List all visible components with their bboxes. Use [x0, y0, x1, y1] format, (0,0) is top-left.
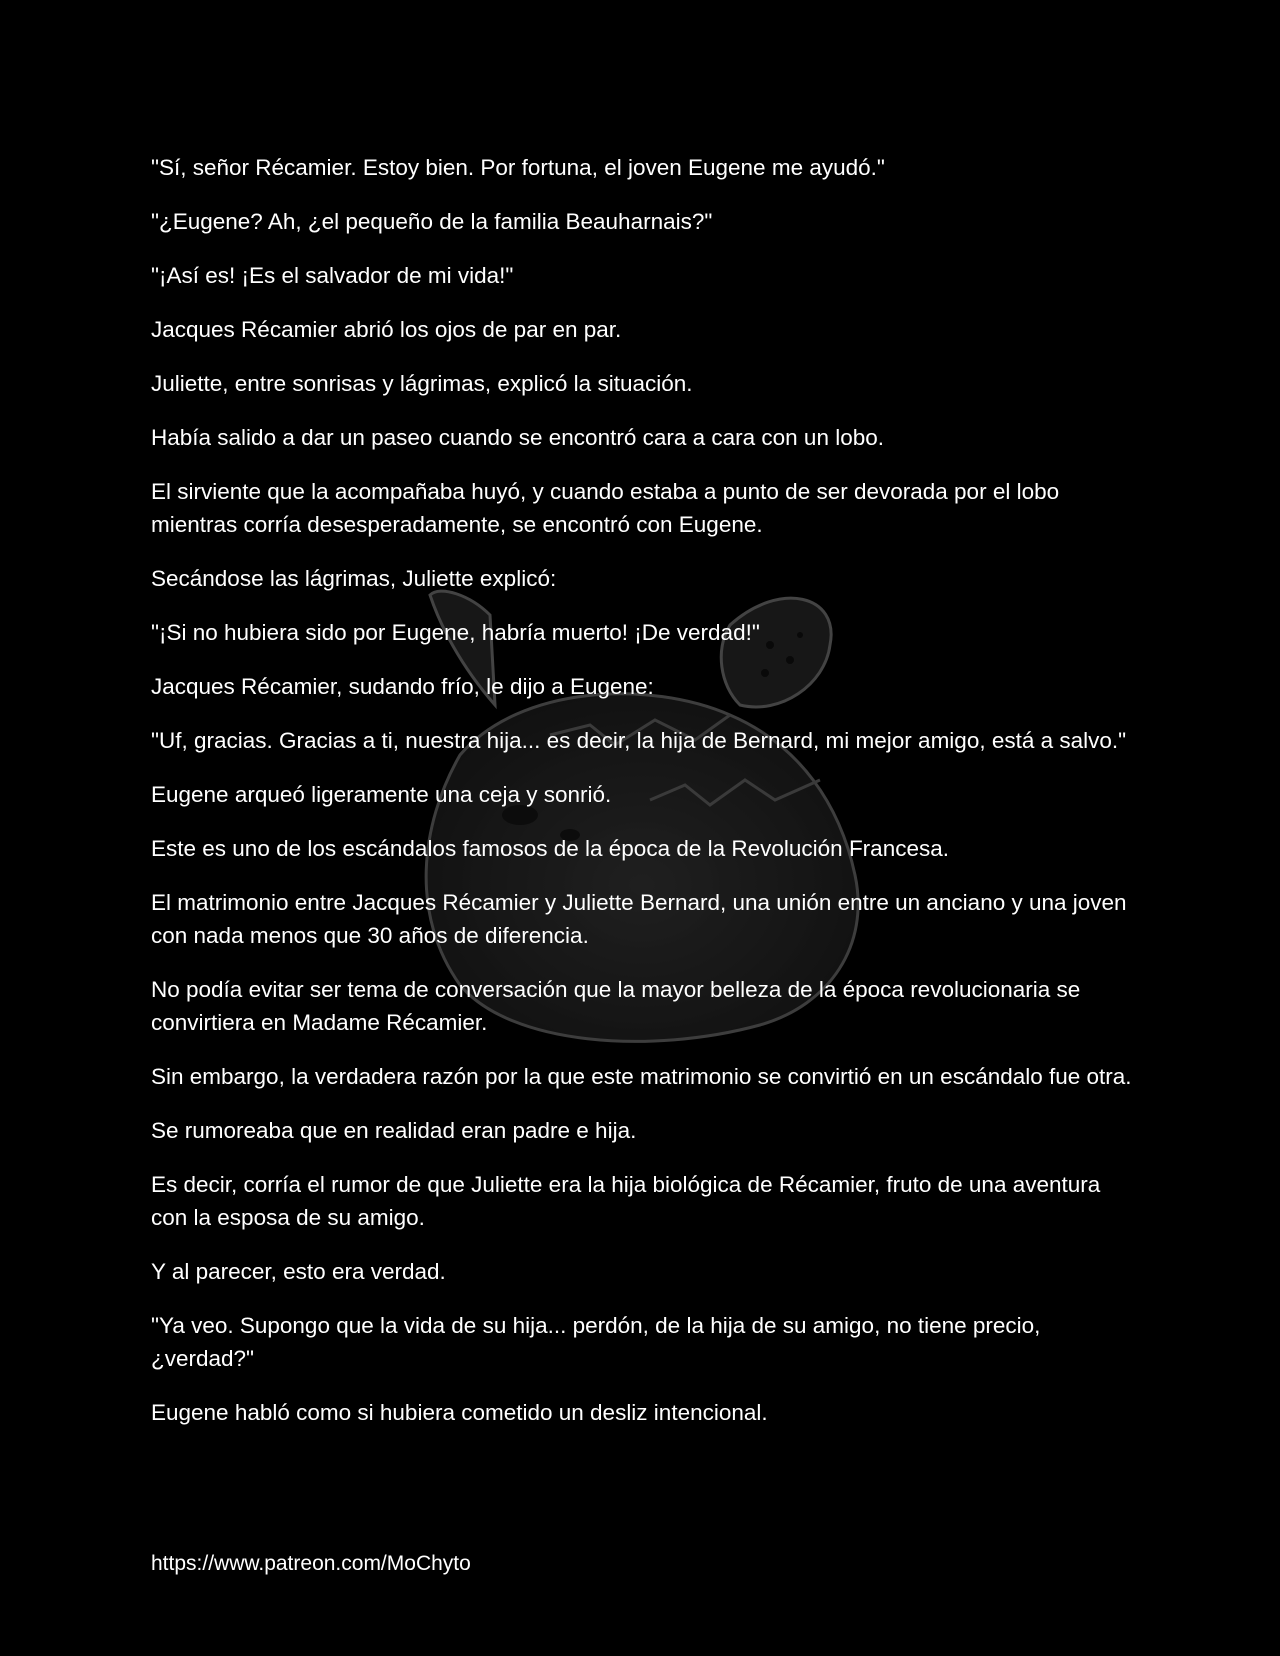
paragraph: Es decir, corría el rumor de que Juliette era la hija biológica de Récamier, fruto de una aventura con la esposa de su amigo.: [151, 1172, 1101, 1230]
paragraph: Sin embargo, la verdadera razón por la que este matrimonio se convirtió en un escándalo fue otra.: [151, 1064, 1132, 1089]
paragraph: "¡Así es! ¡Es el salvador de mi vida!": [151, 263, 514, 288]
paragraph: Jacques Récamier, sudando frío, le dijo a Eugene:: [151, 674, 654, 699]
paragraph: "Ya veo. Supongo que la vida de su hija... perdón, de la hija de su amigo, no tiene precio, ¿verdad?": [151, 1313, 1041, 1371]
paragraph: "¡Si no hubiera sido por Eugene, habría muerto! ¡De verdad!": [151, 620, 760, 645]
paragraph: Juliette, entre sonrisas y lágrimas, explicó la situación.: [151, 371, 693, 396]
paragraph: Y al parecer, esto era verdad.: [151, 1259, 446, 1284]
paragraph: Este es uno de los escándalos famosos de la época de la Revolución Francesa.: [151, 836, 949, 861]
story-text: [151, 151, 1141, 1450]
paragraph: El sirviente que la acompañaba huyó, y cuando estaba a punto de ser devorada por el lobo mientras corría desesperadamente, se encontró con Eugene.: [151, 479, 1060, 537]
footer-url-link[interactable]: https://www.patreon.com/MoChyto: [151, 1552, 471, 1575]
paragraph: Había salido a dar un paseo cuando se encontró cara a cara con un lobo.: [151, 425, 884, 450]
paragraph: "Sí, señor Récamier. Estoy bien. Por fortuna, el joven Eugene me ayudó.": [151, 155, 885, 180]
paragraph: Eugene arqueó ligeramente una ceja y sonrió.: [151, 782, 612, 807]
paragraph: Eugene habló como si hubiera cometido un desliz intencional.: [151, 1400, 768, 1425]
paragraph: Se rumoreaba que en realidad eran padre e hija.: [151, 1118, 637, 1143]
paragraph: "¿Eugene? Ah, ¿el pequeño de la familia Beauharnais?": [151, 209, 713, 234]
paragraph: El matrimonio entre Jacques Récamier y Juliette Bernard, una unión entre un anciano y una joven con nada menos que 30 años de diferencia.: [151, 890, 1127, 948]
paragraph: Jacques Récamier abrió los ojos de par en par.: [151, 317, 622, 342]
paragraph: "Uf, gracias. Gracias a ti, nuestra hija... es decir, la hija de Bernard, mi mejor amigo, está a salvo.": [151, 728, 1127, 753]
paragraph: Secándose las lágrimas, Juliette explicó:: [151, 566, 557, 591]
paragraph: No podía evitar ser tema de conversación que la mayor belleza de la época revolucionaria se convirtiera en Madame Récamier.: [151, 977, 1081, 1035]
